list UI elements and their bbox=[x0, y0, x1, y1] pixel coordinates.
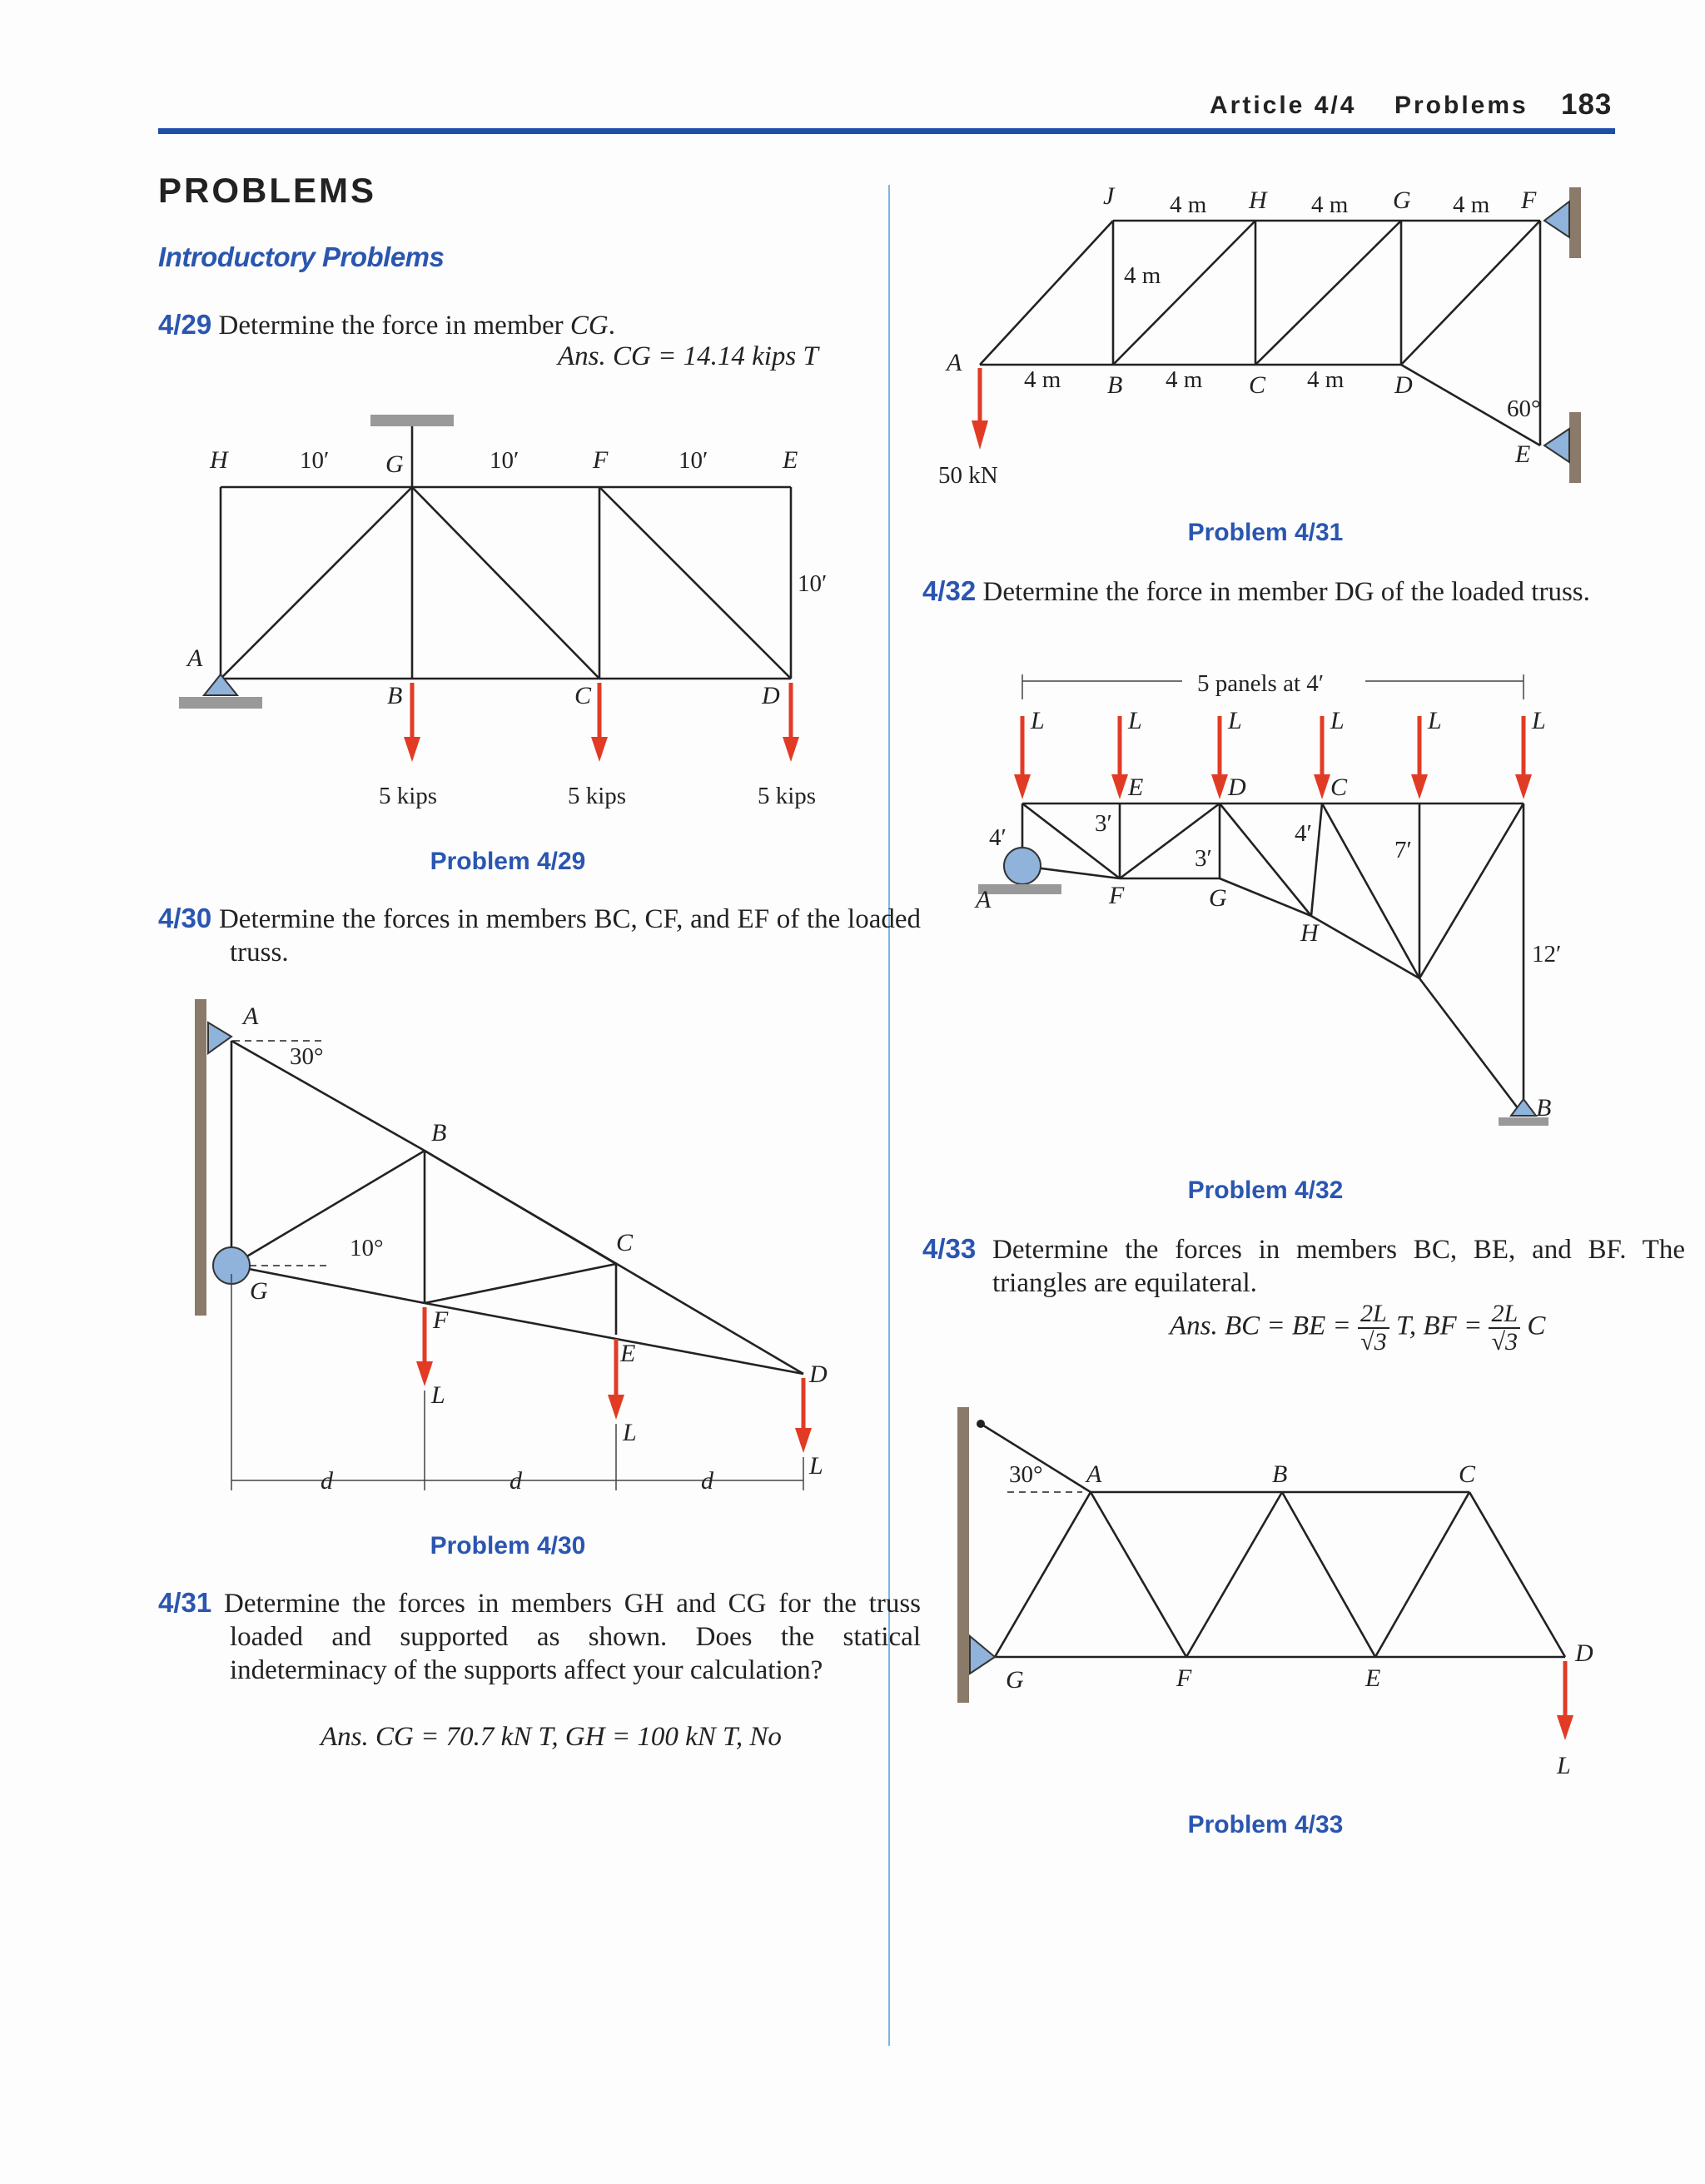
svg-text:A: A bbox=[1086, 1460, 1102, 1488]
wall-support bbox=[1569, 187, 1581, 258]
svg-text:10°: 10° bbox=[350, 1235, 384, 1261]
svg-text:G: G bbox=[250, 1277, 268, 1305]
svg-text:D: D bbox=[1228, 774, 1246, 801]
svg-text:G: G bbox=[1209, 884, 1227, 912]
svg-text:C: C bbox=[574, 682, 592, 709]
svg-text:L: L bbox=[1031, 707, 1045, 734]
caption-4-29: Problem 4/29 bbox=[430, 848, 586, 875]
svg-text:3′: 3′ bbox=[1095, 810, 1112, 837]
truss-diagram-4-30 bbox=[183, 991, 866, 1524]
svg-text:L: L bbox=[809, 1452, 823, 1480]
svg-text:D: D bbox=[1394, 371, 1413, 399]
svg-text:H: H bbox=[210, 446, 228, 474]
svg-text:B: B bbox=[1107, 371, 1123, 399]
problem-4-31-text: 4/31 Determine the forces in members GH and CG for the truss loaded and supported as shown. Does the statical indeterminacy of the supports affect your calculation? bbox=[158, 1587, 922, 1685]
svg-text:60°: 60° bbox=[1507, 396, 1541, 422]
svg-text:10′: 10′ bbox=[490, 447, 519, 474]
svg-text:C: C bbox=[616, 1229, 634, 1256]
svg-text:F: F bbox=[1521, 187, 1537, 214]
truss-diagram-4-31 bbox=[928, 175, 1619, 508]
svg-text:A: A bbox=[243, 1002, 259, 1030]
problem-4-29-answer: Ans. CG = 14.14 kips T bbox=[558, 341, 818, 371]
svg-text:7′: 7′ bbox=[1394, 837, 1412, 863]
svg-text:4 m: 4 m bbox=[1124, 262, 1161, 289]
svg-text:E: E bbox=[1515, 440, 1531, 468]
svg-text:12′: 12′ bbox=[1532, 941, 1562, 968]
svg-text:30°: 30° bbox=[1009, 1461, 1043, 1488]
svg-text:4 m: 4 m bbox=[1311, 192, 1349, 218]
svg-text:5 kips: 5 kips bbox=[379, 783, 438, 809]
svg-text:L: L bbox=[1330, 707, 1345, 734]
svg-text:L: L bbox=[1128, 707, 1142, 734]
caption-4-31: Problem 4/31 bbox=[1187, 519, 1344, 546]
svg-text:E: E bbox=[1128, 774, 1144, 801]
svg-text:4 m: 4 m bbox=[1166, 366, 1203, 393]
truss-diagram-4-33 bbox=[949, 1399, 1615, 1790]
problem-4-33-text: 4/33 Determine the forces in members BC, BE, and BF. The triangles are equilateral. bbox=[922, 1233, 1685, 1298]
svg-text:G: G bbox=[1006, 1666, 1024, 1694]
problem-4-32-text: 4/32 Determine the force in member DG of the loaded truss. bbox=[922, 575, 1590, 607]
problem-4-29-text: 4/29 Determine the force in member CG. bbox=[158, 309, 615, 341]
svg-text:L: L bbox=[1428, 707, 1442, 734]
wall-support bbox=[957, 1407, 969, 1703]
svg-text:A: A bbox=[947, 349, 962, 376]
wall-support bbox=[195, 999, 206, 1316]
svg-text:D: D bbox=[762, 682, 780, 709]
svg-text:E: E bbox=[783, 446, 798, 474]
header-rule bbox=[158, 128, 1615, 134]
problem-4-30-text: 4/30 Determine the forces in members BC, CF, and EF of the loaded truss. bbox=[158, 903, 921, 968]
svg-text:B: B bbox=[1272, 1460, 1288, 1488]
svg-text:D: D bbox=[1575, 1639, 1593, 1667]
truss-diagram-4-32 bbox=[966, 658, 1615, 1141]
svg-text:30°: 30° bbox=[290, 1043, 324, 1070]
svg-text:D: D bbox=[809, 1361, 828, 1388]
svg-text:B: B bbox=[387, 682, 403, 709]
svg-text:F: F bbox=[1176, 1664, 1192, 1692]
svg-text:H: H bbox=[1249, 187, 1267, 214]
svg-text:J: J bbox=[1103, 182, 1115, 210]
problem-4-33-answer: Ans. BC = BE = $\frac{2L}{√3}$ T, BF = $\frac{2L}{√3}$ C bbox=[1170, 1300, 1546, 1356]
problem-number: 4/29 bbox=[158, 309, 212, 340]
svg-text:F: F bbox=[593, 446, 609, 474]
svg-text:C: C bbox=[1249, 371, 1266, 399]
svg-text:4 m: 4 m bbox=[1453, 192, 1490, 218]
section-title: PROBLEMS bbox=[158, 171, 377, 210]
svg-text:4 m: 4 m bbox=[1170, 192, 1207, 218]
svg-text:F: F bbox=[433, 1306, 449, 1334]
svg-text:L: L bbox=[1228, 707, 1242, 734]
svg-text:d: d bbox=[701, 1467, 713, 1495]
svg-text:L: L bbox=[1557, 1752, 1571, 1779]
caption-4-30: Problem 4/30 bbox=[430, 1532, 586, 1560]
svg-text:A: A bbox=[976, 886, 992, 913]
svg-text:d: d bbox=[510, 1467, 522, 1495]
running-header-section: Problems bbox=[1394, 92, 1529, 119]
pin-support-icon bbox=[1004, 848, 1041, 884]
svg-text:d: d bbox=[321, 1467, 333, 1495]
svg-text:F: F bbox=[1109, 882, 1125, 909]
svg-text:E: E bbox=[620, 1340, 636, 1367]
svg-text:5 panels at 4′: 5 panels at 4′ bbox=[1197, 670, 1325, 697]
svg-text:5 kips: 5 kips bbox=[568, 783, 627, 809]
svg-text:B: B bbox=[431, 1119, 447, 1147]
svg-text:E: E bbox=[1365, 1664, 1381, 1692]
svg-text:3′: 3′ bbox=[1195, 845, 1212, 872]
caption-4-33: Problem 4/33 bbox=[1187, 1811, 1344, 1838]
svg-text:4 m: 4 m bbox=[1024, 366, 1061, 393]
svg-text:10′: 10′ bbox=[679, 447, 708, 474]
svg-text:L: L bbox=[431, 1381, 445, 1409]
svg-text:L: L bbox=[623, 1419, 637, 1446]
svg-text:H: H bbox=[1300, 919, 1319, 947]
truss-diagram-4-29 bbox=[167, 408, 874, 824]
subsection-title: Introductory Problems bbox=[158, 241, 445, 272]
svg-text:L: L bbox=[1532, 707, 1546, 734]
svg-text:4′: 4′ bbox=[1295, 820, 1312, 847]
svg-text:50 kN: 50 kN bbox=[938, 462, 998, 489]
caption-4-32: Problem 4/32 bbox=[1187, 1177, 1344, 1204]
ceiling-support bbox=[370, 415, 454, 426]
svg-text:G: G bbox=[385, 450, 404, 478]
svg-text:C: C bbox=[1330, 774, 1348, 801]
column-divider bbox=[888, 185, 890, 2046]
svg-text:G: G bbox=[1393, 187, 1411, 214]
svg-text:A: A bbox=[187, 644, 203, 672]
svg-text:5 kips: 5 kips bbox=[758, 783, 817, 809]
page-number: 183 bbox=[1561, 88, 1613, 121]
svg-text:C: C bbox=[1459, 1460, 1476, 1488]
svg-text:4′: 4′ bbox=[989, 824, 1007, 851]
problem-4-31-answer: Ans. CG = 70.7 kN T, GH = 100 kN T, No bbox=[321, 1722, 782, 1752]
svg-text:B: B bbox=[1536, 1094, 1552, 1122]
svg-text:4 m: 4 m bbox=[1307, 366, 1345, 393]
running-header-article: Article 4/4 bbox=[1210, 92, 1357, 119]
svg-text:10′: 10′ bbox=[300, 447, 330, 474]
svg-text:10′: 10′ bbox=[798, 570, 828, 597]
